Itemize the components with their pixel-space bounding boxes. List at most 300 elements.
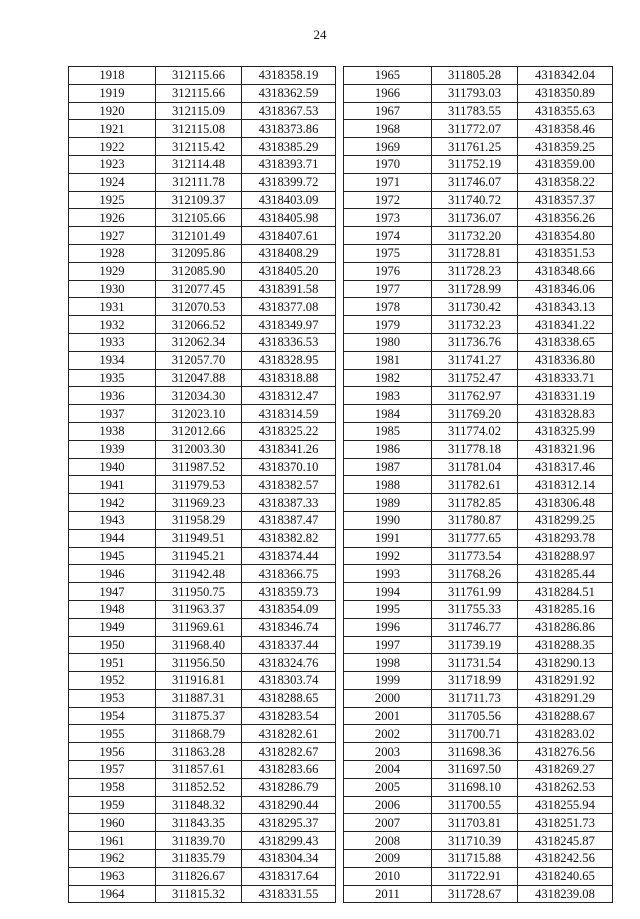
x-coordinate-cell: 311782.85 xyxy=(432,494,518,512)
table-row xyxy=(344,707,613,725)
coordinates-table-left xyxy=(68,66,336,903)
table-row xyxy=(69,209,336,227)
point-number-cell: 1958 xyxy=(69,778,156,796)
x-coordinate-cell: 311782.61 xyxy=(432,476,518,494)
point-number-cell: 1980 xyxy=(344,333,432,351)
y-coordinate-cell: 4318304.34 xyxy=(242,850,336,868)
table-row xyxy=(69,725,336,743)
x-coordinate-cell: 311761.25 xyxy=(432,138,518,156)
y-coordinate-cell: 4318286.86 xyxy=(518,618,613,636)
point-number-cell: 1928 xyxy=(69,244,156,262)
point-number-cell: 1964 xyxy=(69,885,156,903)
table-row xyxy=(344,761,613,779)
table-row xyxy=(344,529,613,547)
point-number-cell: 1952 xyxy=(69,672,156,690)
x-coordinate-cell: 311805.28 xyxy=(432,67,518,85)
y-coordinate-cell: 4318242.56 xyxy=(518,850,613,868)
y-coordinate-cell: 4318373.86 xyxy=(242,120,336,138)
x-coordinate-cell: 311950.75 xyxy=(156,583,242,601)
point-number-cell: 1944 xyxy=(69,529,156,547)
point-number-cell: 1930 xyxy=(69,280,156,298)
x-coordinate-cell: 312034.30 xyxy=(156,387,242,405)
table-row xyxy=(69,636,336,654)
x-coordinate-cell: 312109.37 xyxy=(156,191,242,209)
y-coordinate-cell: 4318303.74 xyxy=(242,672,336,690)
x-coordinate-cell: 311780.87 xyxy=(432,511,518,529)
x-coordinate-cell: 311956.50 xyxy=(156,654,242,672)
y-coordinate-cell: 4318341.26 xyxy=(242,440,336,458)
x-coordinate-cell: 311728.23 xyxy=(432,262,518,280)
table-row xyxy=(344,298,613,316)
table-row xyxy=(69,850,336,868)
y-coordinate-cell: 4318324.76 xyxy=(242,654,336,672)
point-number-cell: 1957 xyxy=(69,761,156,779)
x-coordinate-cell: 311774.02 xyxy=(432,422,518,440)
point-number-cell: 1921 xyxy=(69,120,156,138)
y-coordinate-cell: 4318285.16 xyxy=(518,600,613,618)
table-row xyxy=(69,743,336,761)
table-row xyxy=(69,227,336,245)
point-number-cell: 2003 xyxy=(344,743,432,761)
point-number-cell: 1935 xyxy=(69,369,156,387)
table-row xyxy=(344,280,613,298)
table-row xyxy=(344,850,613,868)
point-number-cell: 2010 xyxy=(344,867,432,885)
point-number-cell: 1987 xyxy=(344,458,432,476)
y-coordinate-cell: 4318331.19 xyxy=(518,387,613,405)
y-coordinate-cell: 4318317.46 xyxy=(518,458,613,476)
y-coordinate-cell: 4318291.92 xyxy=(518,672,613,690)
table-row xyxy=(69,565,336,583)
y-coordinate-cell: 4318403.09 xyxy=(242,191,336,209)
point-number-cell: 1986 xyxy=(344,440,432,458)
x-coordinate-cell: 311979.53 xyxy=(156,476,242,494)
y-coordinate-cell: 4318255.94 xyxy=(518,796,613,814)
point-number-cell: 2011 xyxy=(344,885,432,903)
y-coordinate-cell: 4318351.53 xyxy=(518,244,613,262)
y-coordinate-cell: 4318385.29 xyxy=(242,138,336,156)
y-coordinate-cell: 4318336.80 xyxy=(518,351,613,369)
point-number-cell: 1994 xyxy=(344,583,432,601)
x-coordinate-cell: 311762.97 xyxy=(432,387,518,405)
table-row xyxy=(69,511,336,529)
point-number-cell: 1973 xyxy=(344,209,432,227)
y-coordinate-cell: 4318262.53 xyxy=(518,778,613,796)
x-coordinate-cell: 312101.49 xyxy=(156,227,242,245)
table-row xyxy=(69,173,336,191)
table-row xyxy=(344,155,613,173)
table-row xyxy=(69,778,336,796)
x-coordinate-cell: 311987.52 xyxy=(156,458,242,476)
table-row xyxy=(69,155,336,173)
point-number-cell: 2007 xyxy=(344,814,432,832)
point-number-cell: 1937 xyxy=(69,405,156,423)
x-coordinate-cell: 311826.67 xyxy=(156,867,242,885)
point-number-cell: 1941 xyxy=(69,476,156,494)
point-number-cell: 1955 xyxy=(69,725,156,743)
table-row xyxy=(69,832,336,850)
x-coordinate-cell: 312115.42 xyxy=(156,138,242,156)
x-coordinate-cell: 311875.37 xyxy=(156,707,242,725)
point-number-cell: 1988 xyxy=(344,476,432,494)
x-coordinate-cell: 311739.19 xyxy=(432,636,518,654)
y-coordinate-cell: 4318346.06 xyxy=(518,280,613,298)
x-coordinate-cell: 311969.23 xyxy=(156,494,242,512)
y-coordinate-cell: 4318391.58 xyxy=(242,280,336,298)
point-number-cell: 1939 xyxy=(69,440,156,458)
point-number-cell: 1974 xyxy=(344,227,432,245)
x-coordinate-cell: 311718.99 xyxy=(432,672,518,690)
point-number-cell: 2001 xyxy=(344,707,432,725)
table-row xyxy=(344,867,613,885)
x-coordinate-cell: 311848.32 xyxy=(156,796,242,814)
y-coordinate-cell: 4318349.97 xyxy=(242,316,336,334)
y-coordinate-cell: 4318337.44 xyxy=(242,636,336,654)
table-row xyxy=(344,458,613,476)
x-coordinate-cell: 311752.19 xyxy=(432,155,518,173)
table-row xyxy=(344,422,613,440)
point-number-cell: 1968 xyxy=(344,120,432,138)
table-row xyxy=(344,191,613,209)
x-coordinate-cell: 311773.54 xyxy=(432,547,518,565)
point-number-cell: 1998 xyxy=(344,654,432,672)
table-row xyxy=(69,120,336,138)
table-row xyxy=(69,618,336,636)
point-number-cell: 1924 xyxy=(69,173,156,191)
table-row xyxy=(344,672,613,690)
x-coordinate-cell: 311698.36 xyxy=(432,743,518,761)
x-coordinate-cell: 312012.66 xyxy=(156,422,242,440)
y-coordinate-cell: 4318291.29 xyxy=(518,689,613,707)
point-number-cell: 2006 xyxy=(344,796,432,814)
point-number-cell: 1922 xyxy=(69,138,156,156)
y-coordinate-cell: 4318288.35 xyxy=(518,636,613,654)
table-row xyxy=(344,725,613,743)
x-coordinate-cell: 312003.30 xyxy=(156,440,242,458)
table-row xyxy=(344,636,613,654)
table-row xyxy=(344,84,613,102)
point-number-cell: 1992 xyxy=(344,547,432,565)
x-coordinate-cell: 311741.27 xyxy=(432,351,518,369)
point-number-cell: 1995 xyxy=(344,600,432,618)
x-coordinate-cell: 312115.08 xyxy=(156,120,242,138)
y-coordinate-cell: 4318370.10 xyxy=(242,458,336,476)
point-number-cell: 1948 xyxy=(69,600,156,618)
y-coordinate-cell: 4318358.22 xyxy=(518,173,613,191)
y-coordinate-cell: 4318336.53 xyxy=(242,333,336,351)
y-coordinate-cell: 4318293.78 xyxy=(518,529,613,547)
y-coordinate-cell: 4318288.65 xyxy=(242,689,336,707)
point-number-cell: 1919 xyxy=(69,84,156,102)
y-coordinate-cell: 4318359.00 xyxy=(518,155,613,173)
y-coordinate-cell: 4318342.04 xyxy=(518,67,613,85)
x-coordinate-cell: 312114.48 xyxy=(156,155,242,173)
point-number-cell: 1927 xyxy=(69,227,156,245)
table-row xyxy=(344,600,613,618)
x-coordinate-cell: 311700.55 xyxy=(432,796,518,814)
x-coordinate-cell: 311852.52 xyxy=(156,778,242,796)
x-coordinate-cell: 311768.26 xyxy=(432,565,518,583)
table-row xyxy=(344,244,613,262)
x-coordinate-cell: 311731.54 xyxy=(432,654,518,672)
table-row xyxy=(344,227,613,245)
point-number-cell: 1946 xyxy=(69,565,156,583)
y-coordinate-cell: 4318350.89 xyxy=(518,84,613,102)
y-coordinate-cell: 4318314.59 xyxy=(242,405,336,423)
x-coordinate-cell: 312047.88 xyxy=(156,369,242,387)
table-row xyxy=(69,369,336,387)
table-row xyxy=(69,689,336,707)
y-coordinate-cell: 4318321.96 xyxy=(518,440,613,458)
point-number-cell: 1982 xyxy=(344,369,432,387)
table-row xyxy=(69,707,336,725)
y-coordinate-cell: 4318331.55 xyxy=(242,885,336,903)
point-number-cell: 1920 xyxy=(69,102,156,120)
point-number-cell: 1981 xyxy=(344,351,432,369)
y-coordinate-cell: 4318387.47 xyxy=(242,511,336,529)
point-number-cell: 1951 xyxy=(69,654,156,672)
y-coordinate-cell: 4318354.09 xyxy=(242,600,336,618)
table-row xyxy=(69,494,336,512)
y-coordinate-cell: 4318325.22 xyxy=(242,422,336,440)
point-number-cell: 1990 xyxy=(344,511,432,529)
point-number-cell: 1967 xyxy=(344,102,432,120)
y-coordinate-cell: 4318357.37 xyxy=(518,191,613,209)
point-number-cell: 1979 xyxy=(344,316,432,334)
table-row xyxy=(69,262,336,280)
y-coordinate-cell: 4318283.02 xyxy=(518,725,613,743)
point-number-cell: 1984 xyxy=(344,405,432,423)
y-coordinate-cell: 4318358.46 xyxy=(518,120,613,138)
x-coordinate-cell: 311863.28 xyxy=(156,743,242,761)
table-row xyxy=(69,600,336,618)
table-row xyxy=(69,422,336,440)
y-coordinate-cell: 4318382.82 xyxy=(242,529,336,547)
table-row xyxy=(69,654,336,672)
y-coordinate-cell: 4318286.79 xyxy=(242,778,336,796)
point-number-cell: 1969 xyxy=(344,138,432,156)
point-number-cell: 1963 xyxy=(69,867,156,885)
x-coordinate-cell: 312070.53 xyxy=(156,298,242,316)
table-row xyxy=(344,796,613,814)
point-number-cell: 1942 xyxy=(69,494,156,512)
y-coordinate-cell: 4318356.26 xyxy=(518,209,613,227)
y-coordinate-cell: 4318282.67 xyxy=(242,743,336,761)
x-coordinate-cell: 311969.61 xyxy=(156,618,242,636)
point-number-cell: 1931 xyxy=(69,298,156,316)
y-coordinate-cell: 4318358.19 xyxy=(242,67,336,85)
y-coordinate-cell: 4318359.25 xyxy=(518,138,613,156)
x-coordinate-cell: 311839.70 xyxy=(156,832,242,850)
x-coordinate-cell: 311732.23 xyxy=(432,316,518,334)
table-row xyxy=(69,298,336,316)
x-coordinate-cell: 311781.04 xyxy=(432,458,518,476)
point-number-cell: 2009 xyxy=(344,850,432,868)
table-row xyxy=(344,120,613,138)
x-coordinate-cell: 311752.47 xyxy=(432,369,518,387)
x-coordinate-cell: 311783.55 xyxy=(432,102,518,120)
table-row xyxy=(344,333,613,351)
x-coordinate-cell: 311728.99 xyxy=(432,280,518,298)
point-number-cell: 2005 xyxy=(344,778,432,796)
y-coordinate-cell: 4318317.64 xyxy=(242,867,336,885)
table-row xyxy=(69,280,336,298)
x-coordinate-cell: 311711.73 xyxy=(432,689,518,707)
point-number-cell: 1961 xyxy=(69,832,156,850)
x-coordinate-cell: 312023.10 xyxy=(156,405,242,423)
y-coordinate-cell: 4318276.56 xyxy=(518,743,613,761)
table-row xyxy=(69,672,336,690)
x-coordinate-cell: 312111.78 xyxy=(156,173,242,191)
point-number-cell: 1936 xyxy=(69,387,156,405)
point-number-cell: 1934 xyxy=(69,351,156,369)
point-number-cell: 1966 xyxy=(344,84,432,102)
x-coordinate-cell: 311746.07 xyxy=(432,173,518,191)
y-coordinate-cell: 4318269.27 xyxy=(518,761,613,779)
table-row xyxy=(69,102,336,120)
table-row xyxy=(69,84,336,102)
x-coordinate-cell: 311722.91 xyxy=(432,867,518,885)
y-coordinate-cell: 4318346.74 xyxy=(242,618,336,636)
table-row xyxy=(344,885,613,903)
table-row xyxy=(344,814,613,832)
point-number-cell: 1977 xyxy=(344,280,432,298)
x-coordinate-cell: 311728.81 xyxy=(432,244,518,262)
point-number-cell: 1949 xyxy=(69,618,156,636)
point-number-cell: 1976 xyxy=(344,262,432,280)
y-coordinate-cell: 4318399.72 xyxy=(242,173,336,191)
point-number-cell: 1918 xyxy=(69,67,156,85)
point-number-cell: 1962 xyxy=(69,850,156,868)
x-coordinate-cell: 311857.61 xyxy=(156,761,242,779)
y-coordinate-cell: 4318299.25 xyxy=(518,511,613,529)
y-coordinate-cell: 4318367.53 xyxy=(242,102,336,120)
table-row xyxy=(69,476,336,494)
y-coordinate-cell: 4318362.59 xyxy=(242,84,336,102)
x-coordinate-cell: 311710.39 xyxy=(432,832,518,850)
point-number-cell: 1972 xyxy=(344,191,432,209)
table-row xyxy=(69,351,336,369)
x-coordinate-cell: 311843.35 xyxy=(156,814,242,832)
y-coordinate-cell: 4318283.66 xyxy=(242,761,336,779)
point-number-cell: 1959 xyxy=(69,796,156,814)
y-coordinate-cell: 4318377.08 xyxy=(242,298,336,316)
x-coordinate-cell: 311755.33 xyxy=(432,600,518,618)
y-coordinate-cell: 4318239.08 xyxy=(518,885,613,903)
table-row xyxy=(344,654,613,672)
point-number-cell: 2000 xyxy=(344,689,432,707)
y-coordinate-cell: 4318405.98 xyxy=(242,209,336,227)
table-row xyxy=(69,244,336,262)
table-row xyxy=(344,476,613,494)
table-row xyxy=(69,138,336,156)
point-number-cell: 1954 xyxy=(69,707,156,725)
point-number-cell: 1975 xyxy=(344,244,432,262)
y-coordinate-cell: 4318408.29 xyxy=(242,244,336,262)
y-coordinate-cell: 4318359.73 xyxy=(242,583,336,601)
x-coordinate-cell: 311705.56 xyxy=(432,707,518,725)
x-coordinate-cell: 311730.42 xyxy=(432,298,518,316)
table-row xyxy=(69,547,336,565)
x-coordinate-cell: 312066.52 xyxy=(156,316,242,334)
x-coordinate-cell: 312085.90 xyxy=(156,262,242,280)
table-row xyxy=(69,191,336,209)
x-coordinate-cell: 311769.20 xyxy=(432,405,518,423)
table-row xyxy=(344,138,613,156)
y-coordinate-cell: 4318290.44 xyxy=(242,796,336,814)
table-row xyxy=(69,387,336,405)
table-row xyxy=(69,458,336,476)
y-coordinate-cell: 4318366.75 xyxy=(242,565,336,583)
x-coordinate-cell: 311772.07 xyxy=(432,120,518,138)
y-coordinate-cell: 4318355.63 xyxy=(518,102,613,120)
table-row xyxy=(69,761,336,779)
y-coordinate-cell: 4318288.97 xyxy=(518,547,613,565)
x-coordinate-cell: 311697.50 xyxy=(432,761,518,779)
y-coordinate-cell: 4318288.67 xyxy=(518,707,613,725)
x-coordinate-cell: 311732.20 xyxy=(432,227,518,245)
point-number-cell: 1978 xyxy=(344,298,432,316)
x-coordinate-cell: 311736.07 xyxy=(432,209,518,227)
point-number-cell: 1947 xyxy=(69,583,156,601)
table-row xyxy=(344,173,613,191)
table-row xyxy=(344,351,613,369)
point-number-cell: 1925 xyxy=(69,191,156,209)
table-row xyxy=(344,67,613,85)
table-row xyxy=(344,832,613,850)
point-number-cell: 1953 xyxy=(69,689,156,707)
x-coordinate-cell: 311746.77 xyxy=(432,618,518,636)
table-row xyxy=(344,405,613,423)
x-coordinate-cell: 311728.67 xyxy=(432,885,518,903)
x-coordinate-cell: 312115.66 xyxy=(156,84,242,102)
x-coordinate-cell: 311761.99 xyxy=(432,583,518,601)
point-number-cell: 1926 xyxy=(69,209,156,227)
table-row xyxy=(69,316,336,334)
table-row xyxy=(344,583,613,601)
y-coordinate-cell: 4318333.71 xyxy=(518,369,613,387)
y-coordinate-cell: 4318354.80 xyxy=(518,227,613,245)
x-coordinate-cell: 311963.37 xyxy=(156,600,242,618)
table-row xyxy=(69,796,336,814)
table-row xyxy=(344,778,613,796)
y-coordinate-cell: 4318328.83 xyxy=(518,405,613,423)
y-coordinate-cell: 4318387.33 xyxy=(242,494,336,512)
y-coordinate-cell: 4318245.87 xyxy=(518,832,613,850)
table-row xyxy=(344,743,613,761)
x-coordinate-cell: 311698.10 xyxy=(432,778,518,796)
table-row xyxy=(344,618,613,636)
y-coordinate-cell: 4318407.61 xyxy=(242,227,336,245)
x-coordinate-cell: 311715.88 xyxy=(432,850,518,868)
point-number-cell: 2004 xyxy=(344,761,432,779)
point-number-cell: 1989 xyxy=(344,494,432,512)
y-coordinate-cell: 4318312.47 xyxy=(242,387,336,405)
y-coordinate-cell: 4318285.44 xyxy=(518,565,613,583)
table-row xyxy=(344,511,613,529)
x-coordinate-cell: 312095.86 xyxy=(156,244,242,262)
point-number-cell: 1929 xyxy=(69,262,156,280)
x-coordinate-cell: 311945.21 xyxy=(156,547,242,565)
point-number-cell: 2008 xyxy=(344,832,432,850)
x-coordinate-cell: 311949.51 xyxy=(156,529,242,547)
point-number-cell: 1932 xyxy=(69,316,156,334)
y-coordinate-cell: 4318299.43 xyxy=(242,832,336,850)
table-row xyxy=(69,583,336,601)
x-coordinate-cell: 311703.81 xyxy=(432,814,518,832)
point-number-cell: 1991 xyxy=(344,529,432,547)
x-coordinate-cell: 311958.29 xyxy=(156,511,242,529)
